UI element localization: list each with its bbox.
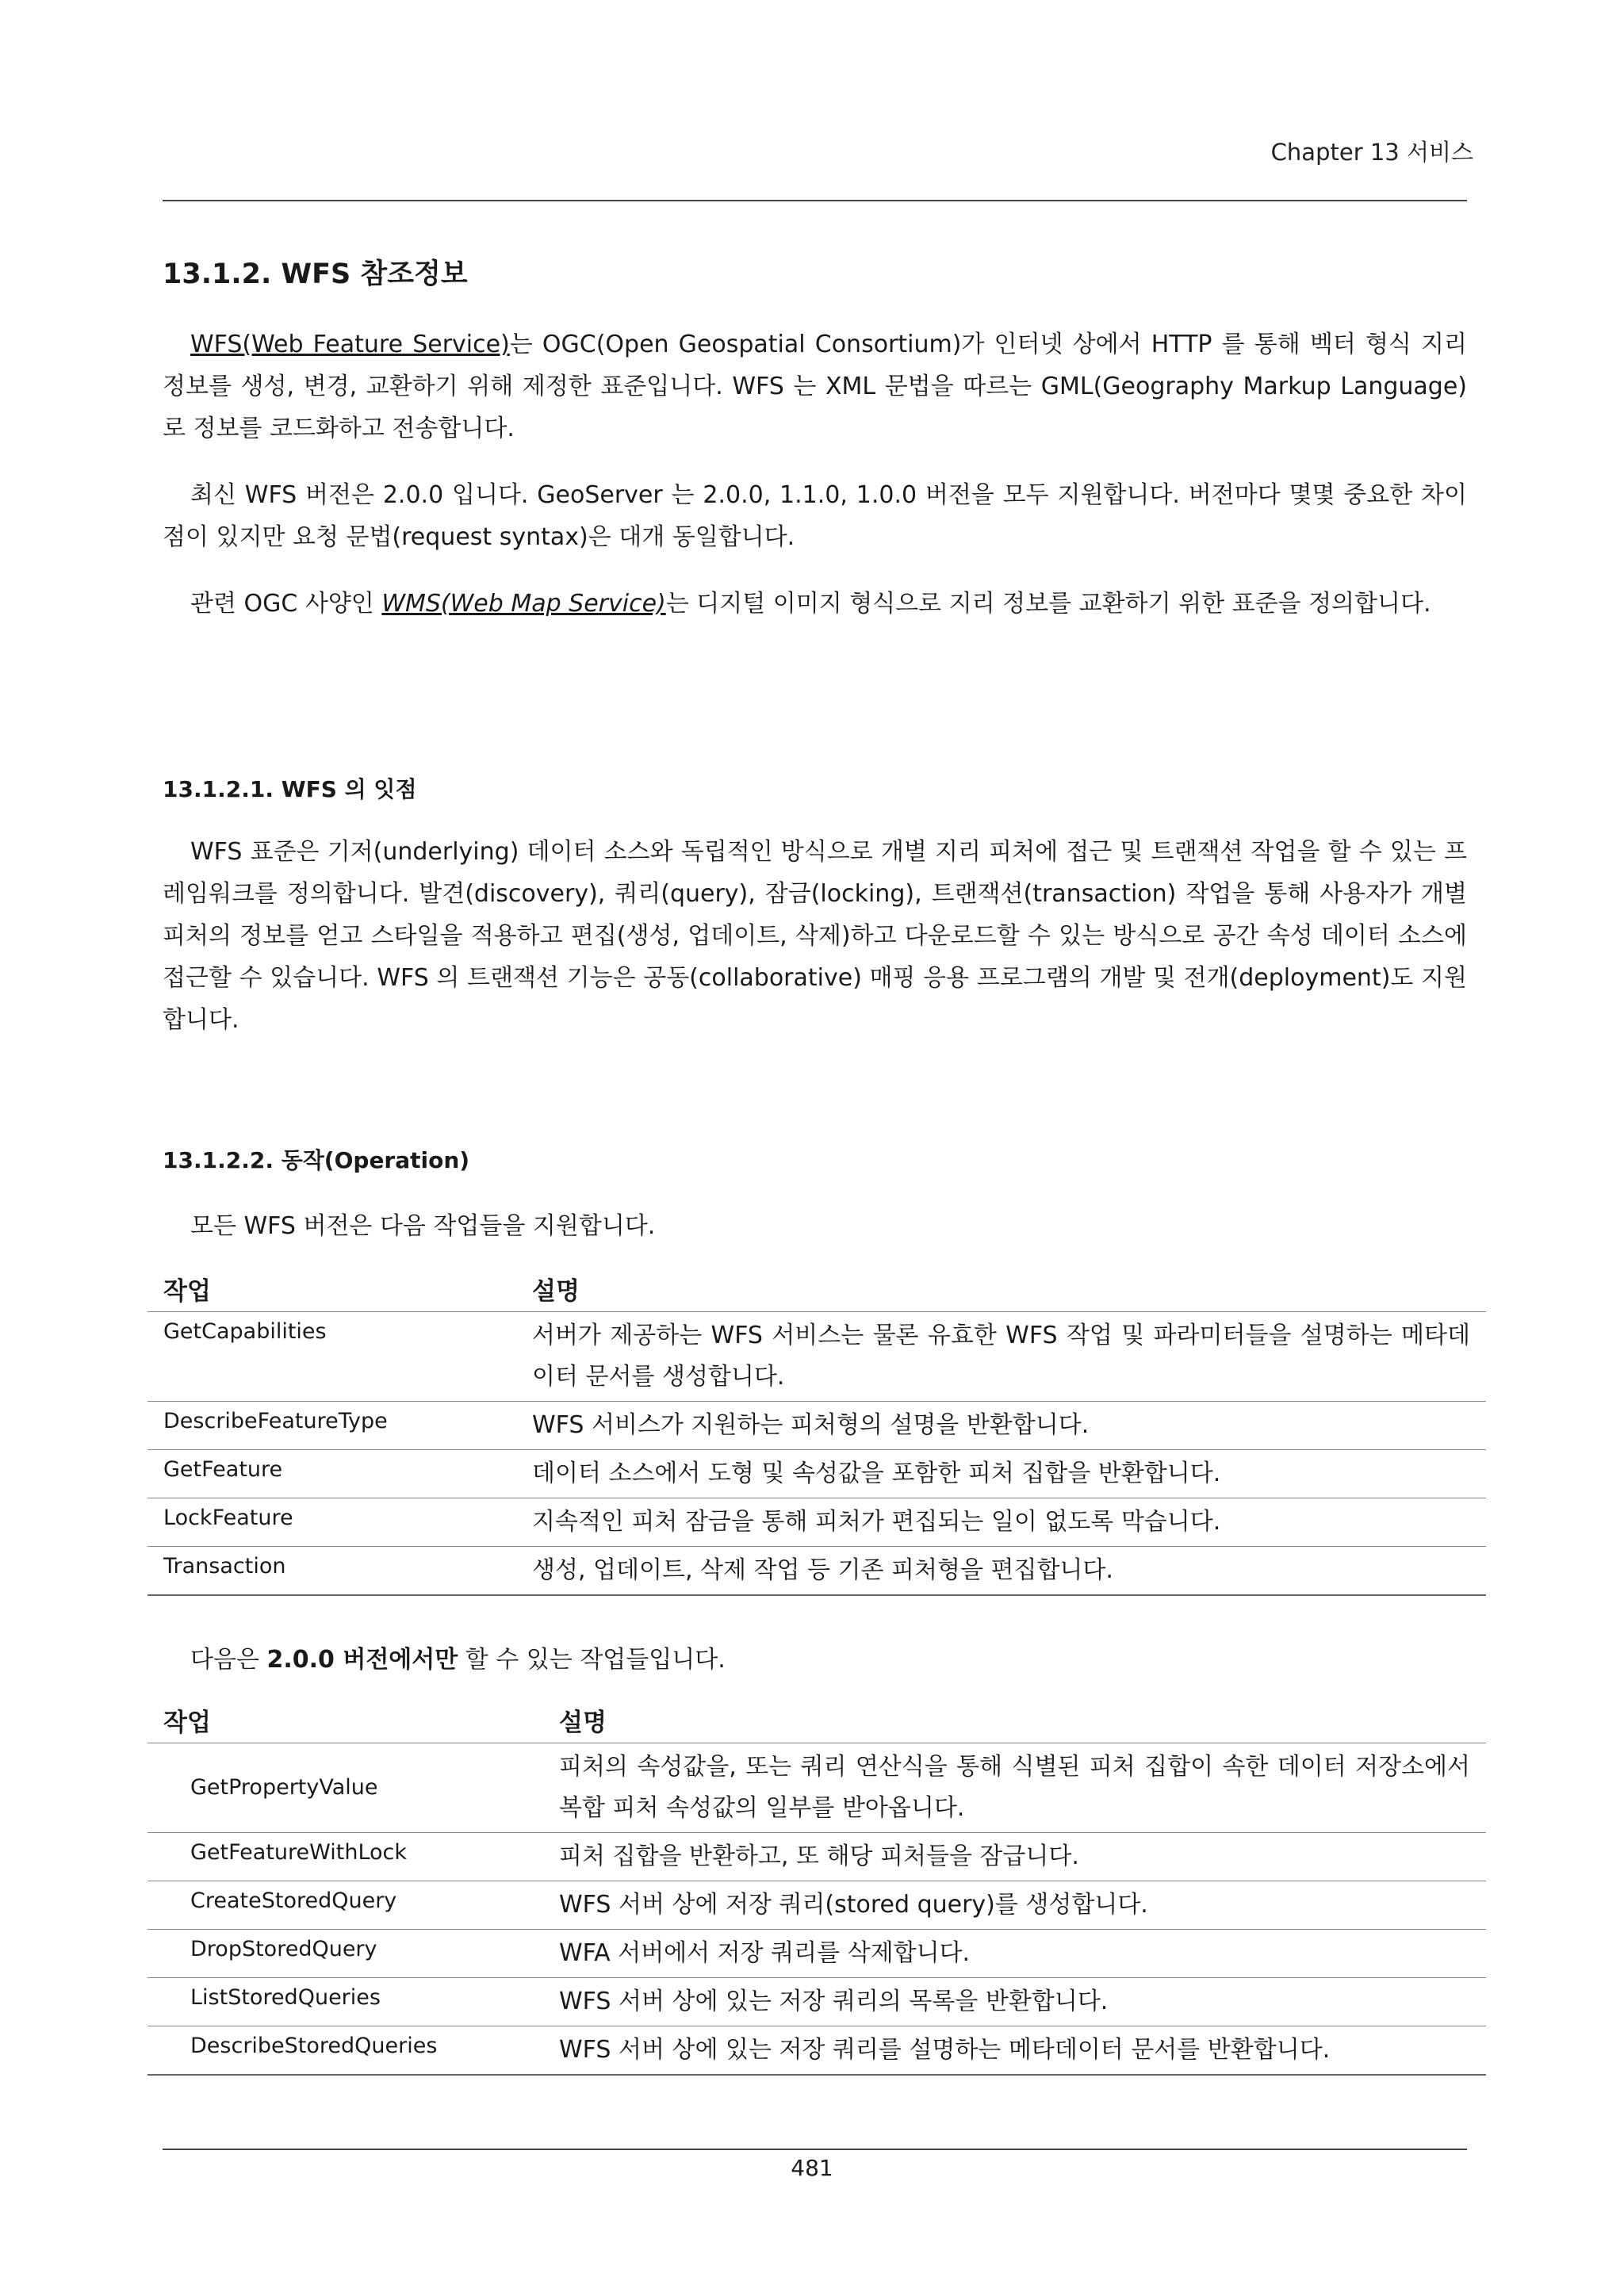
table-row (147, 1978, 1486, 2026)
operation-name: GetCapabilities (147, 1312, 516, 1402)
intro-paragraph-text: 는 OGC(Open Geospatial Consortium)가 인터넷 상에서 HTTP 를 통해 벡터 형식 지리 정보를 생성, 변경, 교환하기 위해 제정한 표준입니다. WFS 는 XML 문법을 따르는 GML(Geography Markup Language)로 정보를 코드화하고 전송합니다. (163, 331, 1468, 442)
operation-description: 피처의 속성값을, 또는 쿼리 연산식을 통해 식별된 피처 집합이 속한 데이터 저장소에서 복합 피처 속성값의 일부를 받아옵니다. (543, 1743, 1486, 1833)
wms-paragraph (163, 583, 1467, 625)
table-row (147, 1498, 1486, 1547)
operation-name: LockFeature (147, 1498, 516, 1547)
v2-intro-lead: 다음은 (190, 1646, 267, 1674)
benefits-paragraph: WFS 표준은 기저(underlying) 데이터 소스와 독립적인 방식으로 개별 지리 피처에 접근 및 트랜잭션 작업을 할 수 있는 프레임워크를 정의합니다. 발견(discovery), 쿼리(query), 잠금(locking), 트랜잭션(transaction) 작업을 통해 사용자가 개별 피처의 정보를 얻고 스타일을 적용하고 편집(생성, 업데이트, 삭제)하고 다운로드할 수 있는 방식으로 공간 속성 데이터 소스에 접근할 수 있습니다. WFS 의 트랜잭션 기능은 공동(collaborative) 매핑 응용 프로그램의 개발 및 전개(deployment)도 지원합니다. (163, 838, 1467, 1034)
column-header-operation: 작업 (147, 1267, 516, 1312)
operation-name: CreateStoredQuery (147, 1881, 543, 1930)
column-header-operation: 작업 (147, 1698, 543, 1743)
operation-name: DropStoredQuery (147, 1930, 543, 1978)
operation-name: ListStoredQueries (147, 1978, 543, 2026)
page-number: 481 (791, 2155, 833, 2181)
table-row (147, 1833, 1486, 1881)
operation-description: 지속적인 피처 잠금을 통해 피처가 편집되는 일이 없도록 막습니다. (516, 1498, 1486, 1547)
operation-name: GetFeature (147, 1450, 516, 1498)
operation-description: WFS 서버 상에 있는 저장 쿼리를 설명하는 메타데이터 문서를 반환합니다. (543, 2026, 1486, 2076)
wms-paragraph-lead: 관련 OGC 사양인 (190, 590, 382, 618)
operation-description: 데이터 소스에서 도형 및 속성값을 포함한 피처 집합을 반환합니다. (516, 1450, 1486, 1498)
operations-table (147, 1267, 1486, 1596)
v2-operations-intro (190, 1640, 726, 1674)
operations-title: 13.1.2.2. 동작(Operation) (163, 1147, 470, 1173)
v2-operations-table (147, 1698, 1486, 2076)
intro-paragraph (163, 323, 1467, 450)
table-row (147, 1930, 1486, 1978)
operation-name: DescribeStoredQueries (147, 2026, 543, 2076)
operation-name: GetPropertyValue (147, 1743, 543, 1833)
running-head: Chapter 13 서비스 (1270, 139, 1473, 166)
column-header-description: 설명 (543, 1698, 1486, 1743)
wms-paragraph-text: 는 디지털 이미지 형식으로 지리 정보를 교환하기 위한 표준을 정의합니다. (665, 590, 1431, 618)
table-header-row (147, 1267, 1486, 1312)
operation-name: DescribeFeatureType (147, 1402, 516, 1450)
operation-description: 피처 집합을 반환하고, 또 해당 피처들을 잠급니다. (543, 1833, 1486, 1881)
operation-description: 서버가 제공하는 WFS 서비스는 물론 유효한 WFS 작업 및 파라미터들을 설명하는 메타데이터 문서를 생성합니다. (516, 1312, 1486, 1402)
table-row (147, 1743, 1486, 1833)
section-title: 13.1.2. WFS 참조정보 (163, 258, 468, 290)
column-header-description: 설명 (516, 1267, 1486, 1312)
table-row (147, 2026, 1486, 2076)
operation-name: Transaction (147, 1547, 516, 1596)
table-row (147, 1312, 1486, 1402)
operation-description: WFS 서버 상에 있는 저장 쿼리의 목록을 반환합니다. (543, 1978, 1486, 2026)
benefits-title: 13.1.2.1. WFS 의 잇점 (163, 776, 417, 802)
operation-description: 생성, 업데이트, 삭제 작업 등 기존 피처형을 편집합니다. (516, 1547, 1486, 1596)
table-row (147, 1881, 1486, 1930)
table-header-row (147, 1698, 1486, 1743)
wfs-link[interactable]: WFS(Web Feature Service) (190, 331, 510, 358)
version-paragraph: 최신 WFS 버전은 2.0.0 입니다. GeoServer 는 2.0.0, 1.1.0, 1.0.0 버전을 모두 지원합니다. 버전마다 몇몇 중요한 차이점이 있지만 요청 문법(request syntax)은 대개 동일합니다. (163, 481, 1467, 551)
wms-link[interactable]: WMS(Web Map Service) (381, 590, 666, 618)
footer-rule (163, 2149, 1467, 2150)
v2-intro-tail: 할 수 있는 작업들입니다. (458, 1646, 726, 1674)
operations-intro: 모든 WFS 버전은 다음 작업들을 지원합니다. (190, 1212, 656, 1240)
operation-description: WFA 서버에서 저장 쿼리를 삭제합니다. (543, 1930, 1486, 1978)
header-rule (163, 200, 1467, 201)
operation-name: GetFeatureWithLock (147, 1833, 543, 1881)
operation-description: WFS 서비스가 지원하는 피처형의 설명을 반환합니다. (516, 1402, 1486, 1450)
table-row (147, 1450, 1486, 1498)
table-row (147, 1402, 1486, 1450)
v2-intro-emphasis: 2.0.0 버전에서만 (266, 1646, 458, 1674)
table-row (147, 1547, 1486, 1596)
operation-description: WFS 서버 상에 저장 쿼리(stored query)를 생성합니다. (543, 1881, 1486, 1930)
